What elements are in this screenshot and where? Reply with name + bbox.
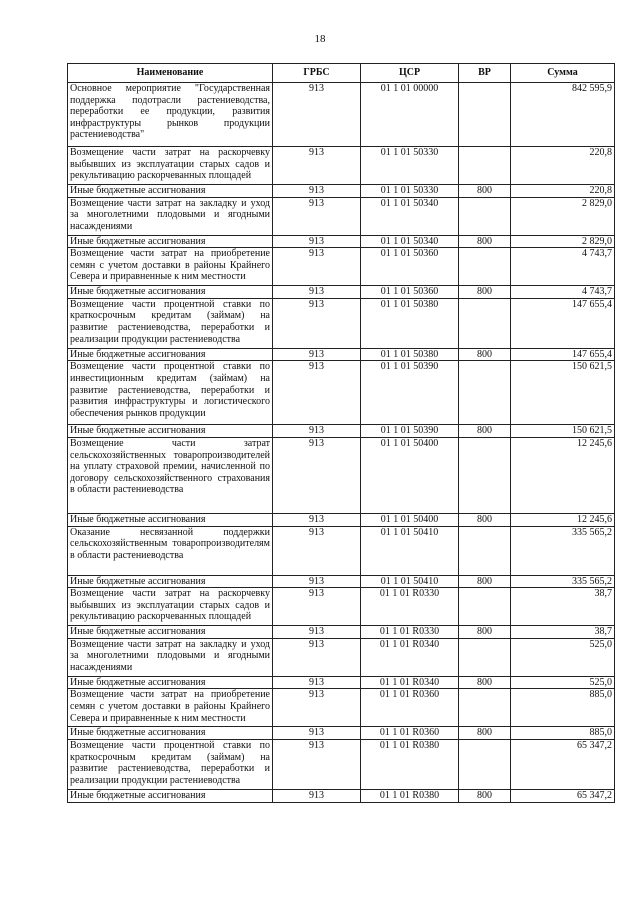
row-sum-cell: 885,0 [511, 689, 615, 727]
row-csr-cell: 01 1 01 50330 [361, 147, 459, 185]
table-body [68, 83, 615, 803]
row-vr-cell: 800 [459, 575, 511, 588]
budget-table [67, 63, 615, 803]
header-grbs: ГРБС [273, 64, 361, 83]
row-vr-cell: 800 [459, 235, 511, 248]
row-name-cell: Основное мероприятие "Государственная поддержка подотрасли растениеводства, переработки ее продукции, развития инфраструктуры рынков продукции растениеводства" [68, 83, 273, 147]
row-vr-cell [459, 638, 511, 676]
row-vr-cell: 800 [459, 626, 511, 639]
row-sum-cell: 4 743,7 [511, 248, 615, 286]
row-vr-cell [459, 83, 511, 147]
row-vr-cell [459, 526, 511, 575]
row-vr-cell: 800 [459, 513, 511, 526]
row-name-cell: Иные бюджетные ассигнования [68, 185, 273, 198]
row-sum-cell: 2 829,0 [511, 235, 615, 248]
row-name-cell: Возмещение части затрат на приобретение семян с учетом доставки в районы Крайнего Севера и приравненные к ним местности [68, 689, 273, 727]
row-grbs-cell: 913 [273, 676, 361, 689]
row-csr-cell: 01 1 01 50390 [361, 425, 459, 438]
row-name-cell: Оказание несвязанной поддержки сельскохозяйственным товаропроизводителям в области растениеводства [68, 526, 273, 575]
row-name-cell: Иные бюджетные ассигнования [68, 789, 273, 802]
row-sum-cell: 150 621,5 [511, 425, 615, 438]
row-sum-cell: 147 655,4 [511, 348, 615, 361]
header-vr: ВР [459, 64, 511, 83]
row-sum-cell: 335 565,2 [511, 575, 615, 588]
row-name-cell: Иные бюджетные ассигнования [68, 676, 273, 689]
row-vr-cell: 800 [459, 185, 511, 198]
row-csr-cell: 01 1 01 R0360 [361, 689, 459, 727]
row-grbs-cell: 913 [273, 588, 361, 626]
row-name-cell: Возмещение части затрат на раскорчевку выбывших из эксплуатации старых садов и рекультивацию раскорчеванных площадей [68, 588, 273, 626]
row-sum-cell: 147 655,4 [511, 298, 615, 348]
table-row [68, 526, 615, 575]
row-grbs-cell: 913 [273, 437, 361, 513]
table-row [68, 739, 615, 789]
table-header-row [68, 64, 615, 83]
row-name-cell: Иные бюджетные ассигнования [68, 575, 273, 588]
table-row [68, 588, 615, 626]
row-csr-cell: 01 1 01 50380 [361, 348, 459, 361]
row-vr-cell: 800 [459, 676, 511, 689]
table-row [68, 626, 615, 639]
header-csr: ЦСР [361, 64, 459, 83]
table-row [68, 727, 615, 740]
table-row [68, 185, 615, 198]
row-sum-cell: 525,0 [511, 638, 615, 676]
row-csr-cell: 01 1 01 50340 [361, 197, 459, 235]
row-csr-cell: 01 1 01 R0340 [361, 676, 459, 689]
row-csr-cell: 01 1 01 50340 [361, 235, 459, 248]
row-grbs-cell: 913 [273, 513, 361, 526]
row-csr-cell: 01 1 01 R0330 [361, 588, 459, 626]
row-name-cell: Возмещение части процентной ставки по краткосрочным кредитам (займам) на развитие растениеводства, переработки и реализации продукции растениеводства [68, 739, 273, 789]
row-csr-cell: 01 1 01 50410 [361, 575, 459, 588]
row-vr-cell: 800 [459, 425, 511, 438]
row-vr-cell [459, 298, 511, 348]
row-sum-cell: 12 245,6 [511, 437, 615, 513]
row-csr-cell: 01 1 01 50360 [361, 248, 459, 286]
row-csr-cell: 01 1 01 50330 [361, 185, 459, 198]
row-grbs-cell: 913 [273, 425, 361, 438]
row-grbs-cell: 913 [273, 739, 361, 789]
row-grbs-cell: 913 [273, 526, 361, 575]
row-grbs-cell: 913 [273, 575, 361, 588]
table-row [68, 513, 615, 526]
row-vr-cell [459, 248, 511, 286]
row-sum-cell: 220,8 [511, 185, 615, 198]
row-sum-cell: 65 347,2 [511, 789, 615, 802]
page-number: 18 [314, 33, 326, 45]
row-grbs-cell: 913 [273, 286, 361, 299]
row-name-cell: Возмещение части затрат на раскорчевку выбывших из эксплуатации старых садов и рекультивацию раскорчеванных площадей [68, 147, 273, 185]
header-name: Наименование [68, 64, 273, 83]
table-row [68, 361, 615, 425]
row-name-cell: Возмещение части затрат сельскохозяйственных товаропроизводителей на уплату страховой премии, начисленной по договору сельскохозяйственного страхования в области растениеводства [68, 437, 273, 513]
table-row [68, 676, 615, 689]
row-csr-cell: 01 1 01 R0380 [361, 789, 459, 802]
row-csr-cell: 01 1 01 R0330 [361, 626, 459, 639]
row-name-cell: Иные бюджетные ассигнования [68, 348, 273, 361]
row-name-cell: Возмещение части затрат на закладку и уход за многолетними плодовыми и ягодными насаждениями [68, 197, 273, 235]
row-grbs-cell: 913 [273, 298, 361, 348]
row-grbs-cell: 913 [273, 789, 361, 802]
row-vr-cell: 800 [459, 727, 511, 740]
table-row [68, 348, 615, 361]
table-row [68, 147, 615, 185]
row-vr-cell [459, 437, 511, 513]
row-sum-cell: 2 829,0 [511, 197, 615, 235]
row-vr-cell [459, 739, 511, 789]
row-vr-cell [459, 361, 511, 425]
table-row [68, 83, 615, 147]
row-vr-cell [459, 588, 511, 626]
row-vr-cell: 800 [459, 789, 511, 802]
row-csr-cell: 01 1 01 50380 [361, 298, 459, 348]
table-row [68, 689, 615, 727]
row-csr-cell: 01 1 01 50400 [361, 513, 459, 526]
row-name-cell: Возмещение части затрат на приобретение семян с учетом доставки в районы Крайнего Севера и приравненные к ним местности [68, 248, 273, 286]
row-name-cell: Возмещение части процентной ставки по инвестиционным кредитам (займам) на развитие растениеводства, переработки и развития инфраструктуры и логистического обеспечения рынков продукции [68, 361, 273, 425]
table-row [68, 425, 615, 438]
row-sum-cell: 4 743,7 [511, 286, 615, 299]
row-name-cell: Иные бюджетные ассигнования [68, 626, 273, 639]
row-name-cell: Иные бюджетные ассигнования [68, 425, 273, 438]
row-sum-cell: 885,0 [511, 727, 615, 740]
row-grbs-cell: 913 [273, 147, 361, 185]
table-row [68, 575, 615, 588]
row-csr-cell: 01 1 01 50410 [361, 526, 459, 575]
table-row [68, 298, 615, 348]
row-grbs-cell: 913 [273, 348, 361, 361]
row-vr-cell [459, 689, 511, 727]
row-vr-cell: 800 [459, 286, 511, 299]
row-grbs-cell: 913 [273, 185, 361, 198]
row-csr-cell: 01 1 01 R0360 [361, 727, 459, 740]
row-grbs-cell: 913 [273, 626, 361, 639]
row-csr-cell: 01 1 01 50390 [361, 361, 459, 425]
row-sum-cell: 12 245,6 [511, 513, 615, 526]
row-grbs-cell: 913 [273, 248, 361, 286]
table-row [68, 235, 615, 248]
row-csr-cell: 01 1 01 50360 [361, 286, 459, 299]
row-name-cell: Иные бюджетные ассигнования [68, 286, 273, 299]
row-vr-cell [459, 147, 511, 185]
table-row [68, 248, 615, 286]
row-csr-cell: 01 1 01 R0380 [361, 739, 459, 789]
row-csr-cell: 01 1 01 50400 [361, 437, 459, 513]
table-row [68, 638, 615, 676]
row-csr-cell: 01 1 01 00000 [361, 83, 459, 147]
table-row [68, 789, 615, 802]
table-row [68, 197, 615, 235]
row-name-cell: Иные бюджетные ассигнования [68, 727, 273, 740]
row-sum-cell: 335 565,2 [511, 526, 615, 575]
row-name-cell: Возмещение части процентной ставки по краткосрочным кредитам (займам) на развитие растениеводства, переработки и реализации продукции растениеводства [68, 298, 273, 348]
row-sum-cell: 150 621,5 [511, 361, 615, 425]
row-name-cell: Иные бюджетные ассигнования [68, 513, 273, 526]
row-grbs-cell: 913 [273, 83, 361, 147]
row-grbs-cell: 913 [273, 689, 361, 727]
row-name-cell: Иные бюджетные ассигнования [68, 235, 273, 248]
row-grbs-cell: 913 [273, 197, 361, 235]
row-sum-cell: 525,0 [511, 676, 615, 689]
row-grbs-cell: 913 [273, 361, 361, 425]
row-sum-cell: 220,8 [511, 147, 615, 185]
row-vr-cell [459, 197, 511, 235]
row-grbs-cell: 913 [273, 235, 361, 248]
row-csr-cell: 01 1 01 R0340 [361, 638, 459, 676]
row-name-cell: Возмещение части затрат на закладку и уход за многолетними плодовыми и ягодными насаждениями [68, 638, 273, 676]
table-row [68, 286, 615, 299]
header-sum: Сумма [511, 64, 615, 83]
row-sum-cell: 842 595,9 [511, 83, 615, 147]
row-sum-cell: 38,7 [511, 626, 615, 639]
row-grbs-cell: 913 [273, 727, 361, 740]
row-sum-cell: 38,7 [511, 588, 615, 626]
row-sum-cell: 65 347,2 [511, 739, 615, 789]
row-vr-cell: 800 [459, 348, 511, 361]
row-grbs-cell: 913 [273, 638, 361, 676]
table-row [68, 437, 615, 513]
